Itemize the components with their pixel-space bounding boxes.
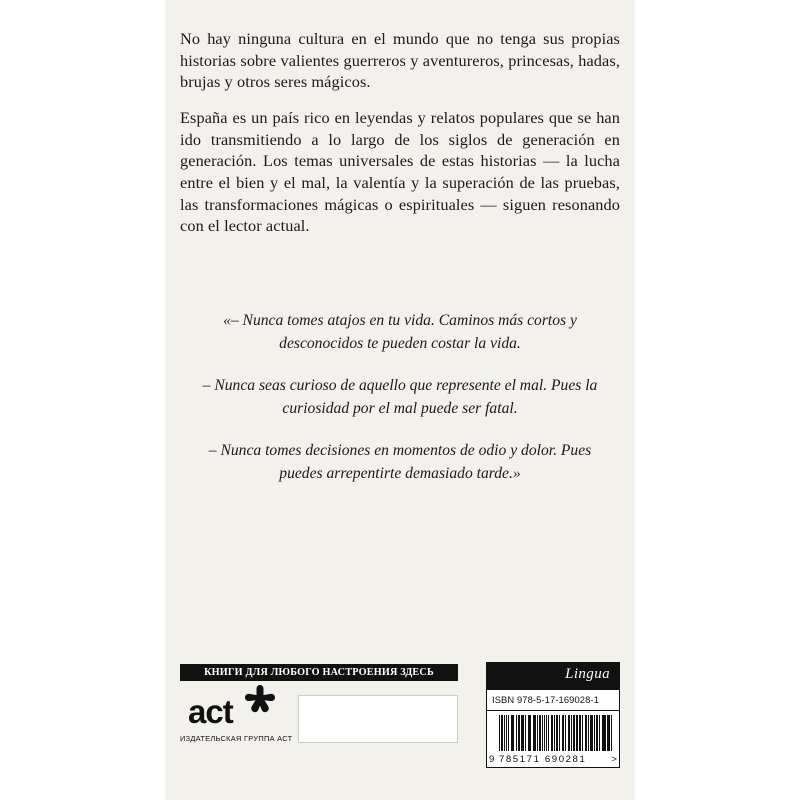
isbn-label: ISBN 978-5-17-169028-1: [492, 694, 599, 705]
pull-quote: [180, 309, 620, 485]
cover-text-content: [180, 28, 620, 485]
star-icon: [240, 683, 280, 723]
cover-footer: [180, 664, 620, 772]
publisher-logo: [180, 689, 292, 743]
ast-logo-mark: [182, 689, 290, 731]
publisher-logo-row: [180, 689, 458, 743]
publisher-tagline: КНИГИ ДЛЯ ЛЮБОГО НАСТРОЕНИЯ ЗДЕСЬ: [180, 664, 458, 681]
barcode-digits: [489, 754, 617, 765]
back-cover-page: [165, 0, 635, 800]
imprint-banner: [486, 662, 620, 690]
blurb-paragraph-2: España es un país rico en leyendas y relatos populares que se han ido transmitiendo a lo largo de los siglos de generación en generación. Los temas universales de estas historias — la lucha entre el bien y el mal, la valentía y la superación de las pruebas, las transformaciones mágicas o espirituales — siguen resonando con el lector actual.: [180, 108, 620, 236]
publisher-block: [180, 664, 458, 743]
isbn-row: [486, 690, 620, 711]
ast-logo-text: act: [188, 693, 233, 730]
publisher-logo-caption: ИЗДАТЕЛЬСКАЯ ГРУППА АСТ: [180, 734, 293, 743]
quote-paragraph-3: – Nunca tomes decisiones en momentos de odio y dolor. Pues puedes arrepentirte demasiado tarde.»: [208, 441, 592, 482]
barcode-block: [486, 662, 620, 768]
blank-label-box: [298, 695, 458, 743]
quote-paragraph-2: – Nunca seas curioso de aquello que represente el mal. Pues la curiosidad por el mal puede ser fatal.: [202, 376, 598, 418]
barcode-bars: [499, 715, 613, 751]
barcode: [486, 711, 620, 768]
blurb-paragraph-1: No hay ninguna cultura en el mundo que no tenga sus propias historias sobre valientes guerreros y aventureros, princesas, hadas, brujas y otros seres mágicos.: [180, 29, 620, 92]
barcode-digit-main: 785171 690281: [498, 754, 587, 765]
barcode-digit-trail: >: [611, 754, 617, 765]
quote-paragraph-1: «– Nunca tomes atajos en tu vida. Caminos más cortos y desconocidos te pueden costar la vida.: [223, 312, 577, 353]
barcode-digit-lead: 9: [489, 754, 496, 765]
imprint-name: Lingua: [565, 666, 610, 682]
